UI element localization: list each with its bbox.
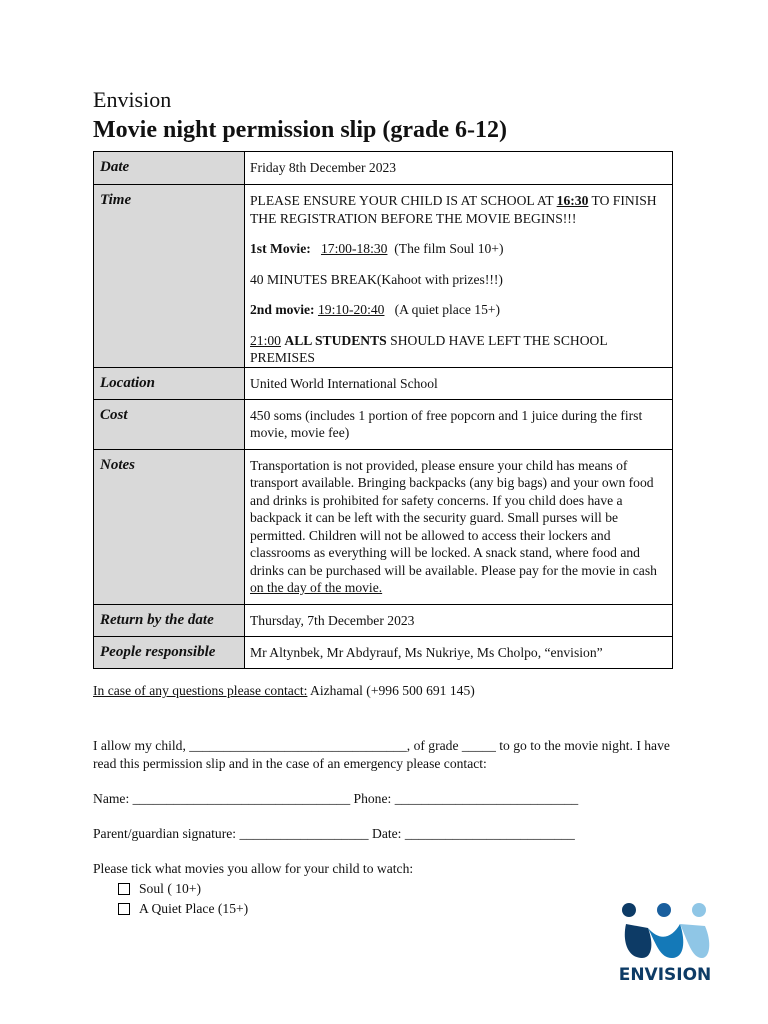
arrival-time: 16:30	[556, 193, 589, 208]
movie-1-line: 1st Movie: 17:00-18:30 (The film Soul 10+)	[250, 241, 504, 256]
page-title: Movie night permission slip (grade 6-12)	[93, 117, 507, 143]
row-people	[94, 636, 673, 668]
option-soul-label: Soul ( 10+)	[139, 881, 202, 896]
people-label: People responsible	[94, 636, 245, 668]
option-quiet-place[interactable]	[118, 901, 248, 917]
time-label: Time	[94, 185, 245, 368]
return-date-label: Return by the date	[94, 604, 245, 636]
checkbox-soul[interactable]	[118, 883, 130, 895]
date-value: Friday 8th December 2023	[245, 152, 673, 185]
envision-logo	[610, 898, 720, 988]
notes-label: Notes	[94, 449, 245, 604]
date-label: Date	[94, 152, 245, 185]
notes-value: Transportation is not provided, please ensure your child has means of transport available. Bringing backpacks (any big bags) and your own food and drinks is prohibited for safety concerns. If you child does have a backpack it can be left with the security guard. Small purses will be permitted. Children will not be allowed to access their lockers and classrooms as everything will be locked. A snack stand, where food and drinks can be purchased will be available. Please pay for the movie in cash on the day of the movie.	[245, 449, 673, 604]
contact-line	[93, 683, 475, 699]
end-line: 21:00 ALL STUDENTS SHOULD HAVE LEFT THE SCHOOL PREMISES	[250, 332, 608, 365]
name-phone-line[interactable]: Name: ________________________________ Phone: ___________________________	[93, 791, 579, 806]
option-quiet-place-label: A Quiet Place (15+)	[139, 901, 249, 916]
signature-date-line[interactable]: Parent/guardian signature: ___________________ Date: _________________________	[93, 826, 575, 841]
consent-text: I allow my child, ________________________________, of grade _____ to go to the movie night. I have read this permission slip and in the case of an emergency please contact:	[93, 738, 670, 771]
break-line: 40 MINUTES BREAK(Kahoot with prizes!!!)	[250, 271, 503, 287]
option-soul[interactable]	[118, 881, 201, 897]
row-date	[94, 152, 673, 185]
arrival-notice: PLEASE ENSURE YOUR CHILD IS AT SCHOOL AT 16:30 TO FINISH THE REGISTRATION BEFORE THE MOVIE BEGINS!!!	[250, 193, 657, 226]
movie-1-time: 17:00-18:30	[320, 241, 388, 256]
organization-name: Envision	[93, 87, 172, 112]
details-table	[93, 151, 673, 669]
movie-2-line: 2nd movie: 19:10-20:40 (A quiet place 15+)	[250, 302, 501, 317]
people-value: Mr Altynbek, Mr Abdyrauf, Ms Nukriye, Ms Cholpo, “envision”	[245, 636, 673, 668]
cost-value: 450 soms (includes 1 portion of free popcorn and 1 juice during the first movie, movie fee)	[245, 399, 673, 449]
checkbox-quiet-place[interactable]	[118, 903, 130, 915]
cost-label: Cost	[94, 399, 245, 449]
location-value: United World International School	[245, 367, 673, 399]
movie-2-time: 19:10-20:40	[317, 302, 385, 317]
location-label: Location	[94, 367, 245, 399]
time-value	[245, 185, 673, 368]
end-time: 21:00	[250, 332, 281, 348]
return-date-value: Thursday, 7th December 2023	[245, 604, 673, 636]
tick-prompt: Please tick what movies you allow for your child to watch:	[93, 861, 414, 876]
row-return-date	[94, 604, 673, 636]
logo-text: ENVISION	[618, 965, 712, 985]
row-notes	[94, 449, 673, 604]
contact-label: In case of any questions please contact:	[93, 683, 308, 698]
contact-value: Aizhamal (+996 500 691 145)	[307, 683, 475, 698]
row-cost	[94, 399, 673, 449]
row-time	[94, 185, 673, 368]
row-location	[94, 367, 673, 399]
